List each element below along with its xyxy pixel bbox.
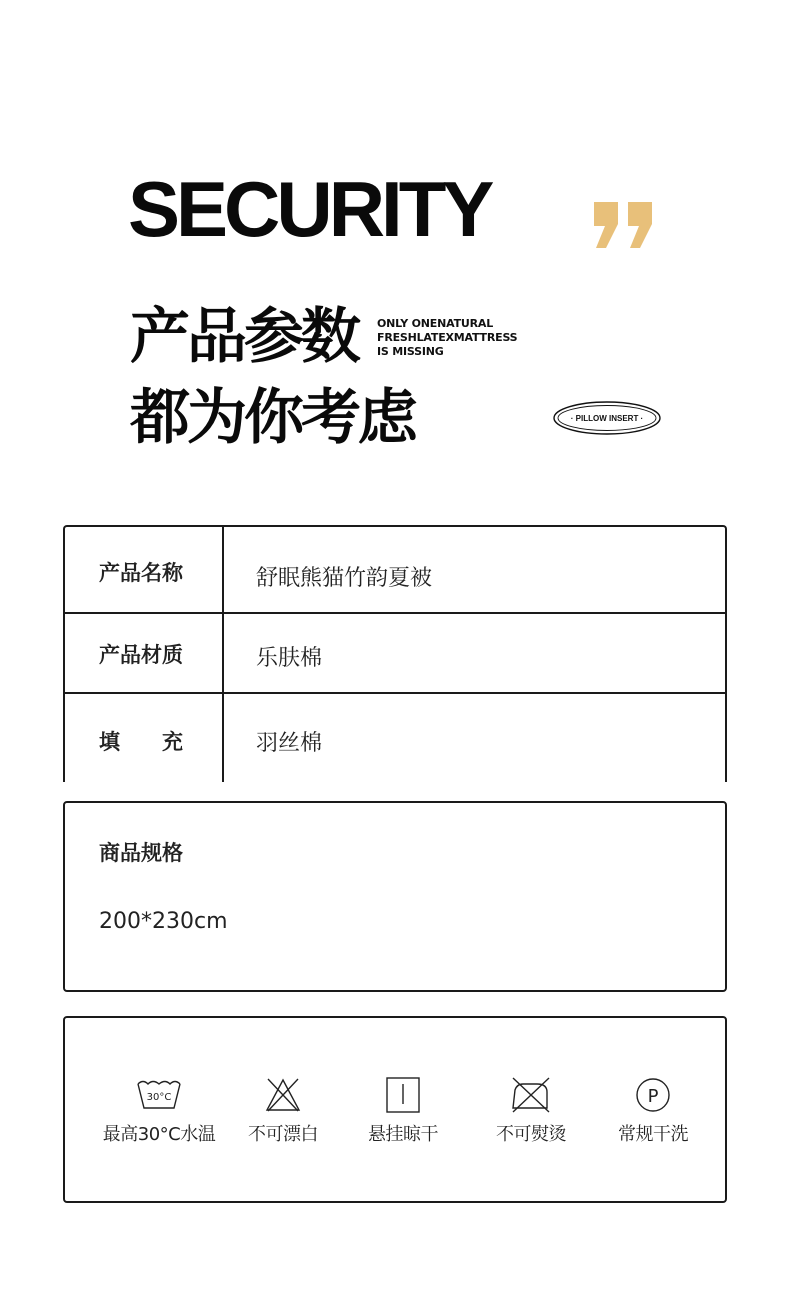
page-title: SECURITY — [128, 165, 491, 253]
care-item — [213, 1076, 353, 1146]
care-item — [333, 1076, 473, 1146]
no-iron-icon — [509, 1076, 553, 1114]
care-item — [583, 1076, 723, 1146]
wash-temp-text: 30°C — [146, 1092, 172, 1103]
dry-clean-p-icon — [634, 1076, 672, 1114]
row-label: 产品名称 — [99, 561, 183, 585]
headline-line1: 产品参数 — [130, 302, 358, 372]
hang-dry-icon — [385, 1076, 421, 1114]
care-instructions-box — [63, 1016, 727, 1203]
no-bleach-icon — [263, 1076, 303, 1114]
closing-quote-icon — [590, 196, 656, 254]
spec-table — [63, 525, 727, 782]
pillow-insert-badge — [552, 400, 662, 436]
row-label: 产品材质 — [99, 643, 183, 667]
care-label: 悬挂晾干 — [368, 1124, 438, 1145]
dry-clean-letter: P — [647, 1086, 659, 1107]
care-label: 不可漂白 — [248, 1124, 318, 1145]
table-row — [65, 694, 725, 782]
headline-line2: 都为你考虑 — [130, 383, 415, 453]
care-item — [461, 1076, 601, 1146]
size-box — [63, 801, 727, 992]
row-label: 填 充 — [99, 730, 183, 754]
care-label: 不可熨烫 — [496, 1124, 566, 1145]
row-value: 羽丝棉 — [256, 731, 323, 756]
table-row — [65, 614, 725, 692]
row-value: 舒眠熊猫竹韵夏被 — [256, 566, 433, 591]
care-item — [89, 1076, 229, 1146]
table-row — [65, 527, 725, 612]
tagline-line: ONLY ONENATURAL — [377, 317, 494, 330]
wash-30c-icon — [135, 1076, 183, 1114]
size-label: 商品规格 — [99, 841, 183, 865]
badge-text: · PILLOW INSERT · — [570, 414, 644, 423]
tagline-line: FRESHLATEXMATTRESS — [377, 331, 518, 344]
care-label: 最高30°C水温 — [102, 1124, 216, 1145]
tagline-line: IS MISSING — [377, 345, 444, 358]
row-value: 乐肤棉 — [256, 646, 323, 671]
tagline — [377, 317, 517, 359]
care-label: 常规干洗 — [618, 1124, 688, 1145]
size-value: 200*230cm — [99, 909, 228, 934]
